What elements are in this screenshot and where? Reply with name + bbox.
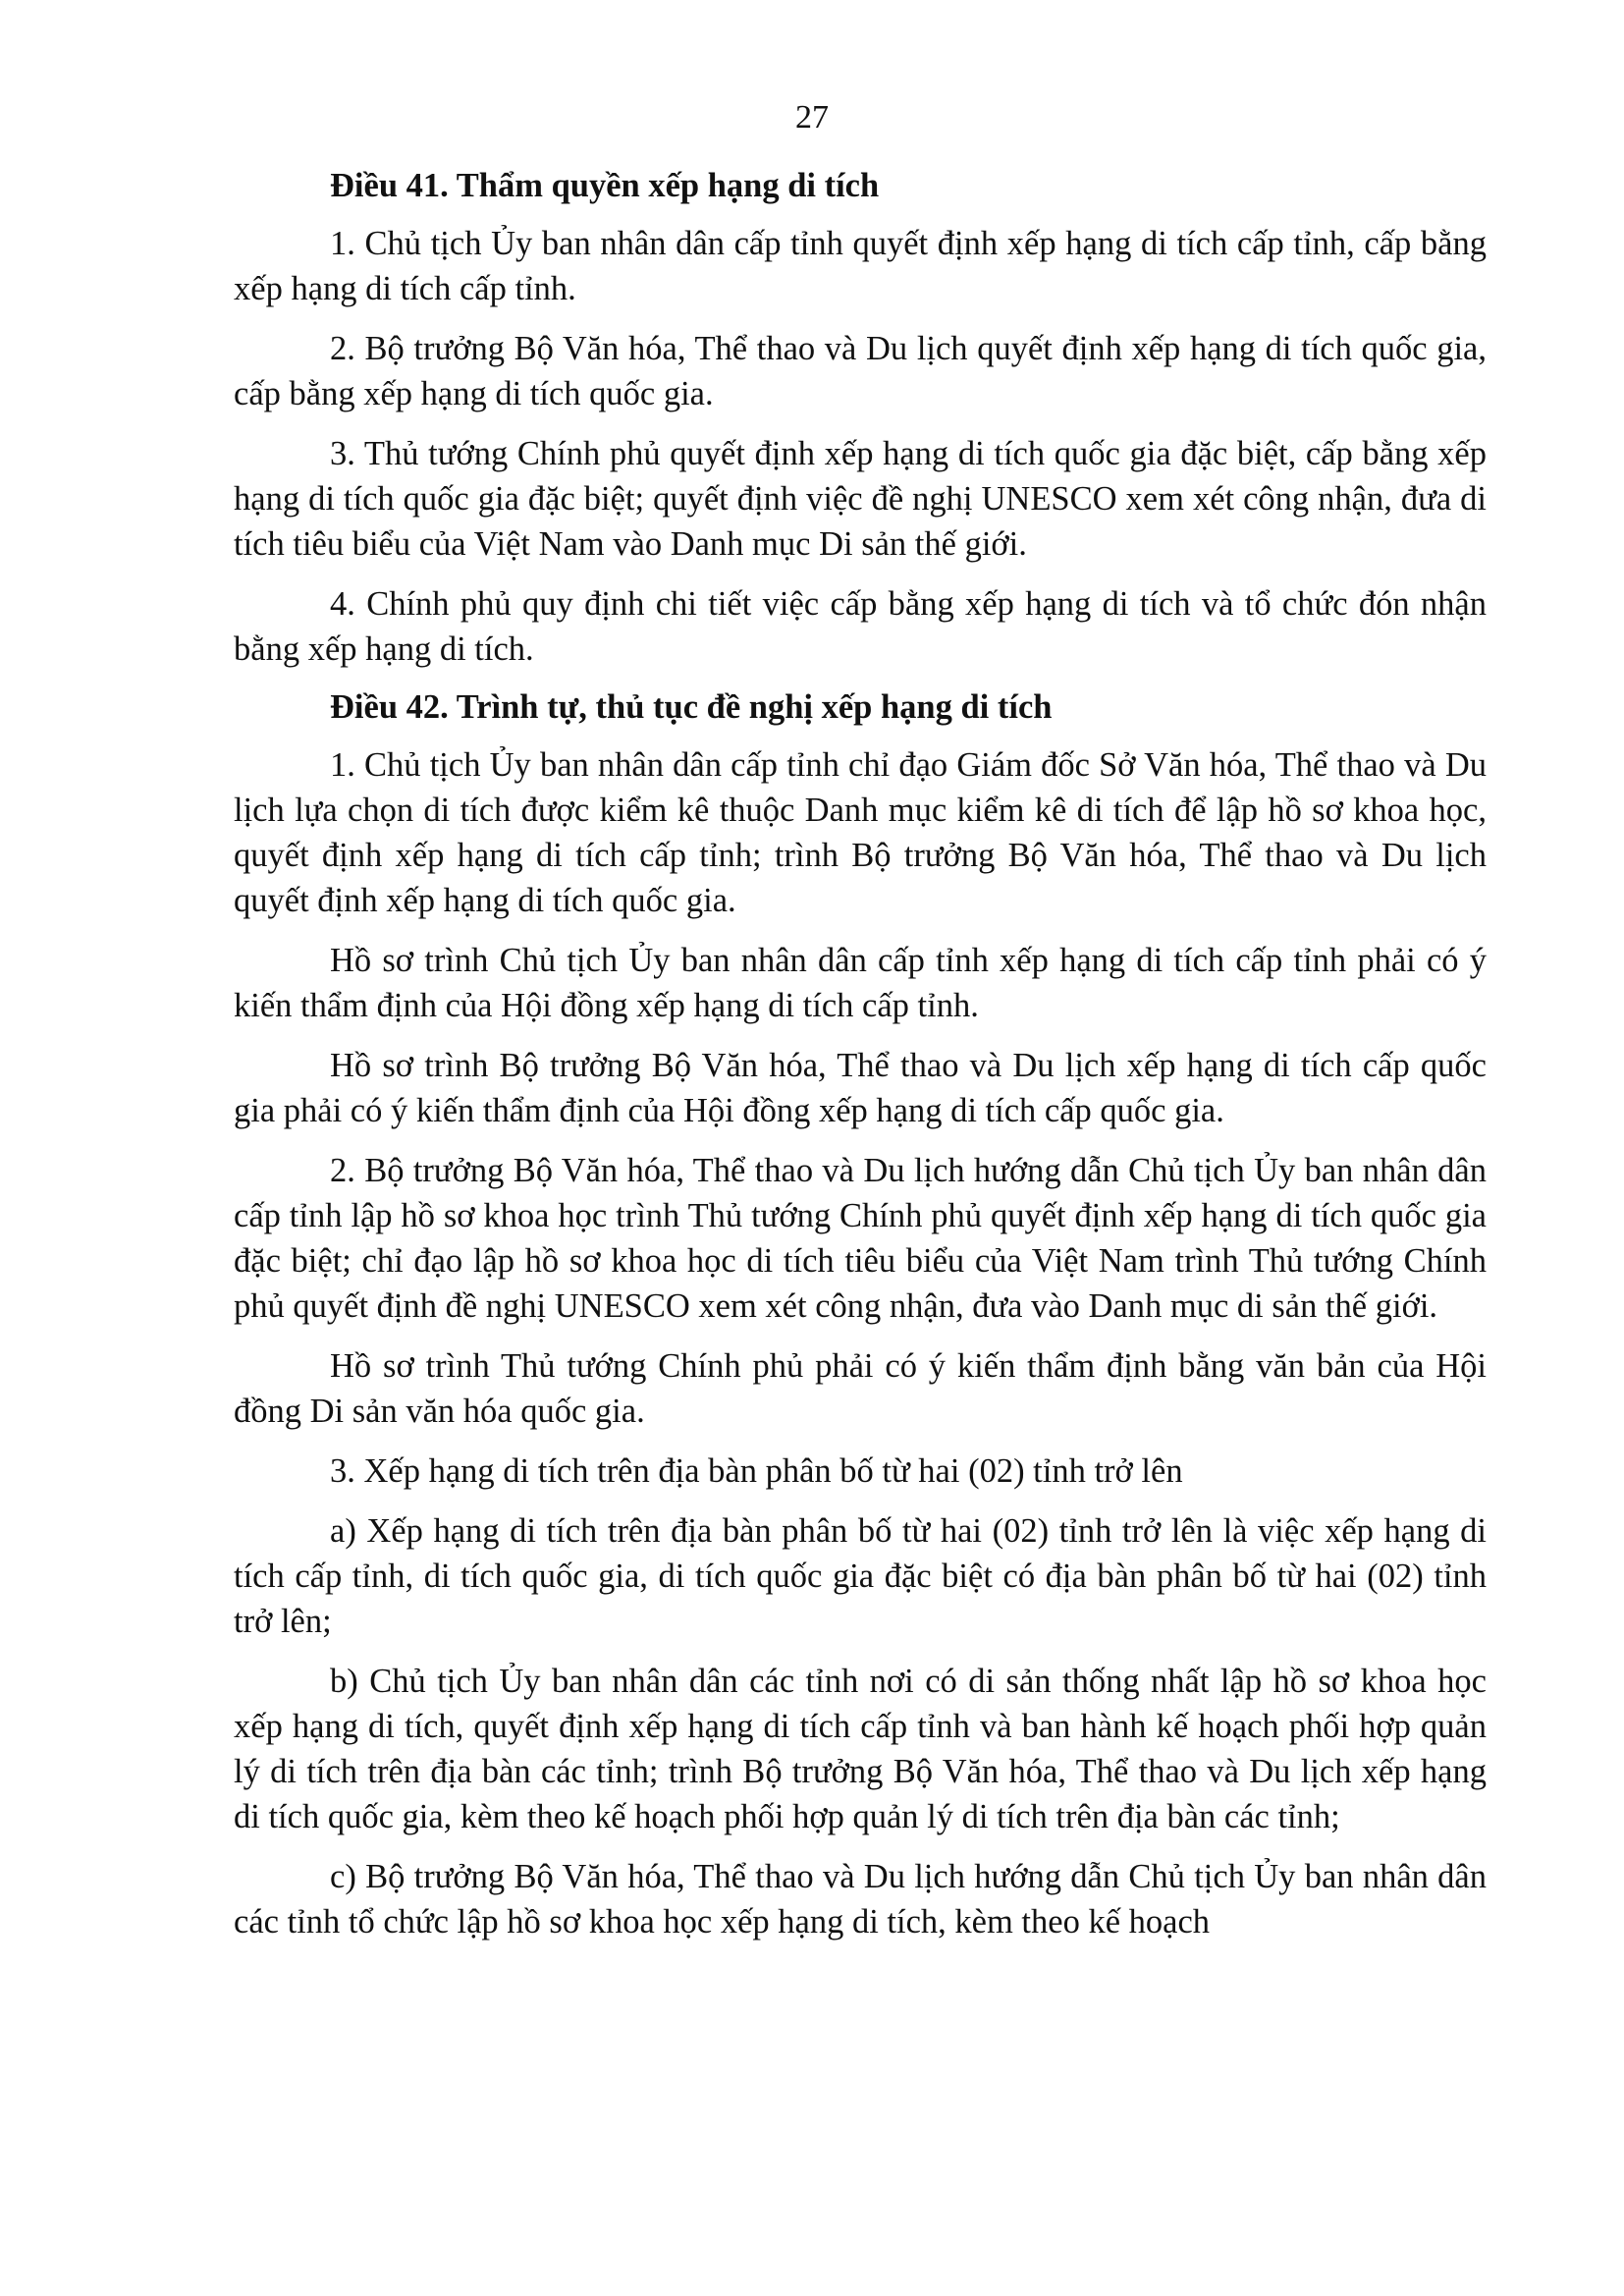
article-42-paragraph-7: a) Xếp hạng di tích trên địa bàn phân bố từ hai (02) tỉnh trở lên là việc xếp hạng di tích cấp tỉnh, di tích quốc gia, di tích quốc gia đặc biệt có địa bàn phân bố từ hai (02) tỉnh trở lên; [234, 1512, 1487, 1640]
article-41-paragraph-1: 1. Chủ tịch Ủy ban nhân dân cấp tỉnh quyết định xếp hạng di tích cấp tỉnh, cấp bằng xếp hạng di tích cấp tỉnh. [234, 225, 1487, 307]
article-42-paragraph-2: Hồ sơ trình Chủ tịch Ủy ban nhân dân cấp tỉnh xếp hạng di tích cấp tỉnh phải có ý kiến thẩm định của Hội đồng xếp hạng di tích cấp tỉnh. [234, 942, 1487, 1024]
article-42-paragraph-4: 2. Bộ trưởng Bộ Văn hóa, Thể thao và Du lịch hướng dẫn Chủ tịch Ủy ban nhân dân cấp tỉnh lập hồ sơ khoa học trình Thủ tướng Chính phủ quyết định xếp hạng di tích quốc gia đặc biệt; chỉ đạo lập hồ sơ khoa học di tích tiêu biểu của Việt Nam trình Thủ tướng Chính phủ quyết định đề nghị UNESCO xem xét công nhận, đưa vào Danh mục di sản thế giới. [234, 1152, 1487, 1325]
article-42-paragraph-9: c) Bộ trưởng Bộ Văn hóa, Thể thao và Du lịch hướng dẫn Chủ tịch Ủy ban nhân dân các tỉnh tổ chức lập hồ sơ khoa học xếp hạng di tích, kèm theo kế hoạch [234, 1858, 1487, 1941]
article-41-paragraph-3: 3. Thủ tướng Chính phủ quyết định xếp hạng di tích quốc gia đặc biệt, cấp bằng xếp hạng di tích quốc gia đặc biệt; quyết định việc đề nghị UNESCO xem xét công nhận, đưa di tích tiêu biểu của Việt Nam vào Danh mục Di sản thế giới. [234, 435, 1487, 563]
article-42-paragraph-6: 3. Xếp hạng di tích trên địa bàn phân bố từ hai (02) tỉnh trở lên [330, 1452, 1183, 1490]
article-42-paragraph-1: 1. Chủ tịch Ủy ban nhân dân cấp tỉnh chỉ đạo Giám đốc Sở Văn hóa, Thể thao và Du lịch lựa chọn di tích được kiểm kê thuộc Danh mục kiểm kê di tích để lập hồ sơ khoa học, quyết định xếp hạng di tích cấp tỉnh; trình Bộ trưởng Bộ Văn hóa, Thể thao và Du lịch quyết định xếp hạng di tích quốc gia. [234, 746, 1487, 919]
document-body [234, 165, 1487, 1959]
article-41-paragraph-2: 2. Bộ trưởng Bộ Văn hóa, Thể thao và Du lịch quyết định xếp hạng di tích quốc gia, cấp bằng xếp hạng di tích quốc gia. [234, 330, 1487, 412]
article-42-paragraph-5: Hồ sơ trình Thủ tướng Chính phủ phải có ý kiến thẩm định bằng văn bản của Hội đồng Di sản văn hóa quốc gia. [234, 1347, 1487, 1430]
article-41-heading: Điều 41. Thẩm quyền xếp hạng di tích [330, 167, 880, 204]
article-42-heading: Điều 42. Trình tự, thủ tục đề nghị xếp hạng di tích [330, 688, 1053, 726]
article-41-paragraph-4: 4. Chính phủ quy định chi tiết việc cấp bằng xếp hạng di tích và tổ chức đón nhận bằng xếp hạng di tích. [234, 585, 1487, 668]
page-number: 27 [795, 99, 829, 136]
article-42-paragraph-3: Hồ sơ trình Bộ trưởng Bộ Văn hóa, Thể thao và Du lịch xếp hạng di tích cấp quốc gia phải có ý kiến thẩm định của Hội đồng xếp hạng di tích cấp quốc gia. [234, 1047, 1487, 1129]
article-42-paragraph-8: b) Chủ tịch Ủy ban nhân dân các tỉnh nơi có di sản thống nhất lập hồ sơ khoa học xếp hạng di tích, quyết định xếp hạng di tích cấp tỉnh và ban hành kế hoạch phối hợp quản lý di tích trên địa bàn các tỉnh; trình Bộ trưởng Bộ Văn hóa, Thể thao và Du lịch xếp hạng di tích quốc gia, kèm theo kế hoạch phối hợp quản lý di tích trên địa bàn các tỉnh; [234, 1663, 1487, 1835]
